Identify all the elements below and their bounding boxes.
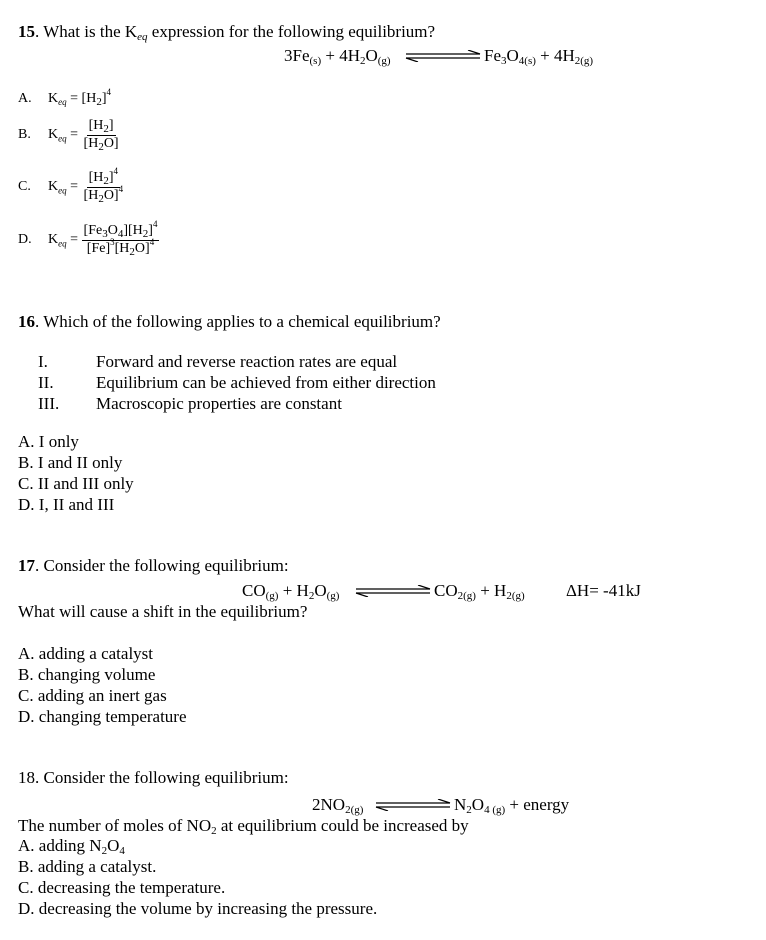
q18-equation-products: $N_2O_{4 (g)}$ + energy <box>454 795 570 816</box>
q16-number: 16 <box>18 312 35 331</box>
q17-question: What will cause a shift in the equilibrium? <box>18 602 308 621</box>
q16-answer-a[interactable]: A. I only <box>18 432 79 451</box>
equilibrium-arrow-icon <box>354 585 432 597</box>
q15-option-c[interactable]: C. $K_{eq}$ = $\frac{[H_2]^4}{[H_2O]^4}$ <box>18 166 124 205</box>
q16-answer-b[interactable]: B. I and II only <box>18 453 123 472</box>
q15-option-b[interactable]: B. $K_{eq}$ = $\frac{[H_2]}{[H_2O]}$ <box>18 118 119 153</box>
q16-statement-2: II. Equilibrium can be achieved from either direction <box>38 373 436 392</box>
q17-equation-products: $CO_{2(g)} + H_{2(g)}$ <box>434 581 525 602</box>
q18-equation: $2NO_{2(g)}$ <box>312 795 364 816</box>
q17-answer-b[interactable]: B. changing volume <box>18 665 156 684</box>
q18-prompt: 18. Consider the following equilibrium: <box>18 768 289 787</box>
q18-answer-a[interactable]: A. adding $N_2O_4$ <box>18 836 125 857</box>
q16-statement-3: III. Macroscopic properties are constant <box>38 394 342 413</box>
q18-answer-c[interactable]: C. decreasing the temperature. <box>18 878 226 897</box>
q18-number: 18 <box>18 768 35 787</box>
q15-c-fraction: $\frac{[H_2]^4}{[H_2O]^4}$ <box>83 166 124 205</box>
q15-prompt: 15. What is the $K_{eq}$ expression for the following equilibrium? <box>18 22 436 43</box>
q15-equation-products: $Fe_3O_{4(s)} + 4H_{2(g)}$ <box>484 46 594 67</box>
q15-option-d[interactable]: D. $K_{eq}$ = $\frac{[Fe_3O_4][H_2]^4}{[Fe]^3[H_2O]^4}$ <box>18 219 158 258</box>
q16-answer-c[interactable]: C. II and III only <box>18 474 134 493</box>
q18-answer-d[interactable]: D. decreasing the volume by increasing the pressure. <box>18 899 378 918</box>
q15-equation: $3Fe_{(s)} + 4H_2O_{(g)}$ <box>284 46 391 67</box>
equilibrium-arrow-icon <box>374 799 452 811</box>
q17-enthalpy: ΔH= -41kJ <box>566 581 641 600</box>
equilibrium-arrow-icon <box>404 50 482 62</box>
q17-answer-c[interactable]: C. adding an inert gas <box>18 686 167 705</box>
q17-equation: $CO_{(g)} + H_2O_{(g)}$ <box>242 581 340 602</box>
q15-number: 15 <box>18 22 35 41</box>
q16-statement-1: I. Forward and reverse reaction rates are equal <box>38 352 398 371</box>
q16-answer-d[interactable]: D. I, II and III <box>18 495 115 514</box>
q15-option-a[interactable]: A. $K_{eq} = [H_2]^4$ <box>18 87 111 108</box>
q18-answer-b[interactable]: B. adding a catalyst. <box>18 857 157 876</box>
q17-answer-a[interactable]: A. adding a catalyst <box>18 644 154 663</box>
q18-question: The number of moles of $NO_2$ at equilibrium could be increased by <box>18 816 469 837</box>
q17-answer-d[interactable]: D. changing temperature <box>18 707 187 726</box>
q15-d-fraction: $\frac{[Fe_3O_4][H_2]^4}{[Fe]^3[H_2O]^4}$ <box>83 219 158 258</box>
q15-b-fraction: $\frac{[H_2]}{[H_2O]}$ <box>83 118 119 153</box>
q17-prompt: 17. Consider the following equilibrium: <box>18 556 289 575</box>
q16-prompt: 16. Which of the following applies to a chemical equilibrium? <box>18 312 441 331</box>
q17-number: 17 <box>18 556 35 575</box>
